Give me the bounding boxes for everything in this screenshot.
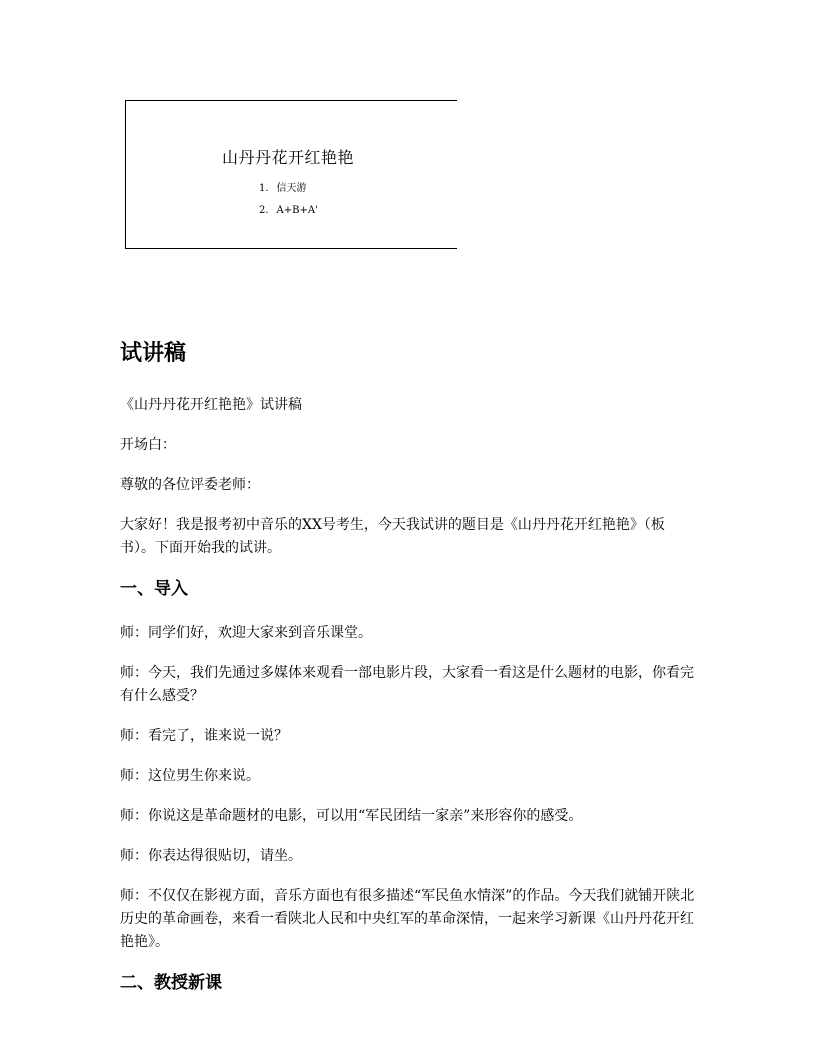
board-item-number: 2. bbox=[259, 205, 269, 216]
document-blocks bbox=[120, 394, 696, 995]
paragraph: 《山丹丹花开红艳艳》试讲稿 bbox=[120, 397, 302, 413]
blackboard-sketch bbox=[125, 100, 457, 249]
section-heading: 二、教授新课 bbox=[120, 973, 222, 993]
paragraph: 师：你说这是革命题材的电影，可以用“军民团结一家亲”来形容你的感受。 bbox=[120, 808, 583, 824]
paragraph: 师：这位男生你来说。 bbox=[120, 768, 260, 784]
board-item bbox=[259, 179, 307, 194]
board-item-text: 信天游 bbox=[276, 183, 307, 194]
board-title: 山丹丹花开红艳艳 bbox=[222, 148, 355, 167]
document-title: 试讲稿 bbox=[120, 341, 187, 366]
paragraph: 师：同学们好，欢迎大家来到音乐课堂。 bbox=[120, 625, 372, 641]
paragraph: 师：不仅仅在影视方面，音乐方面也有很多描述“军民鱼水情深”的作品。今天我们就铺开陕北历史的革命画卷，来看一看陕北人民和中央红军的革命深情，一起来学习新课《山丹丹花开红艳艳》。 bbox=[120, 888, 695, 950]
paragraph: 开场白： bbox=[120, 437, 176, 453]
board-item bbox=[259, 205, 318, 216]
section-heading: 一、导入 bbox=[120, 579, 188, 599]
paragraph: 尊敬的各位评委老师： bbox=[120, 477, 260, 493]
board-item-text: A+B+A' bbox=[276, 205, 318, 216]
document-body bbox=[120, 338, 696, 1016]
paragraph: 师：看完了，谁来说一说？ bbox=[120, 728, 288, 744]
paragraph: 师：今天，我们先通过多媒体来观看一部电影片段，大家看一看这是什么题材的电影，你看完有什么感受？ bbox=[120, 665, 694, 704]
board-item-number: 1. bbox=[259, 183, 269, 194]
paragraph: 师：你表达得很贴切，请坐。 bbox=[120, 848, 302, 864]
paragraph: 大家好！我是报考初中音乐的XX号考生，今天我试讲的题目是《山丹丹花开红艳艳》（板书）。下面开始我的试讲。 bbox=[120, 517, 665, 556]
